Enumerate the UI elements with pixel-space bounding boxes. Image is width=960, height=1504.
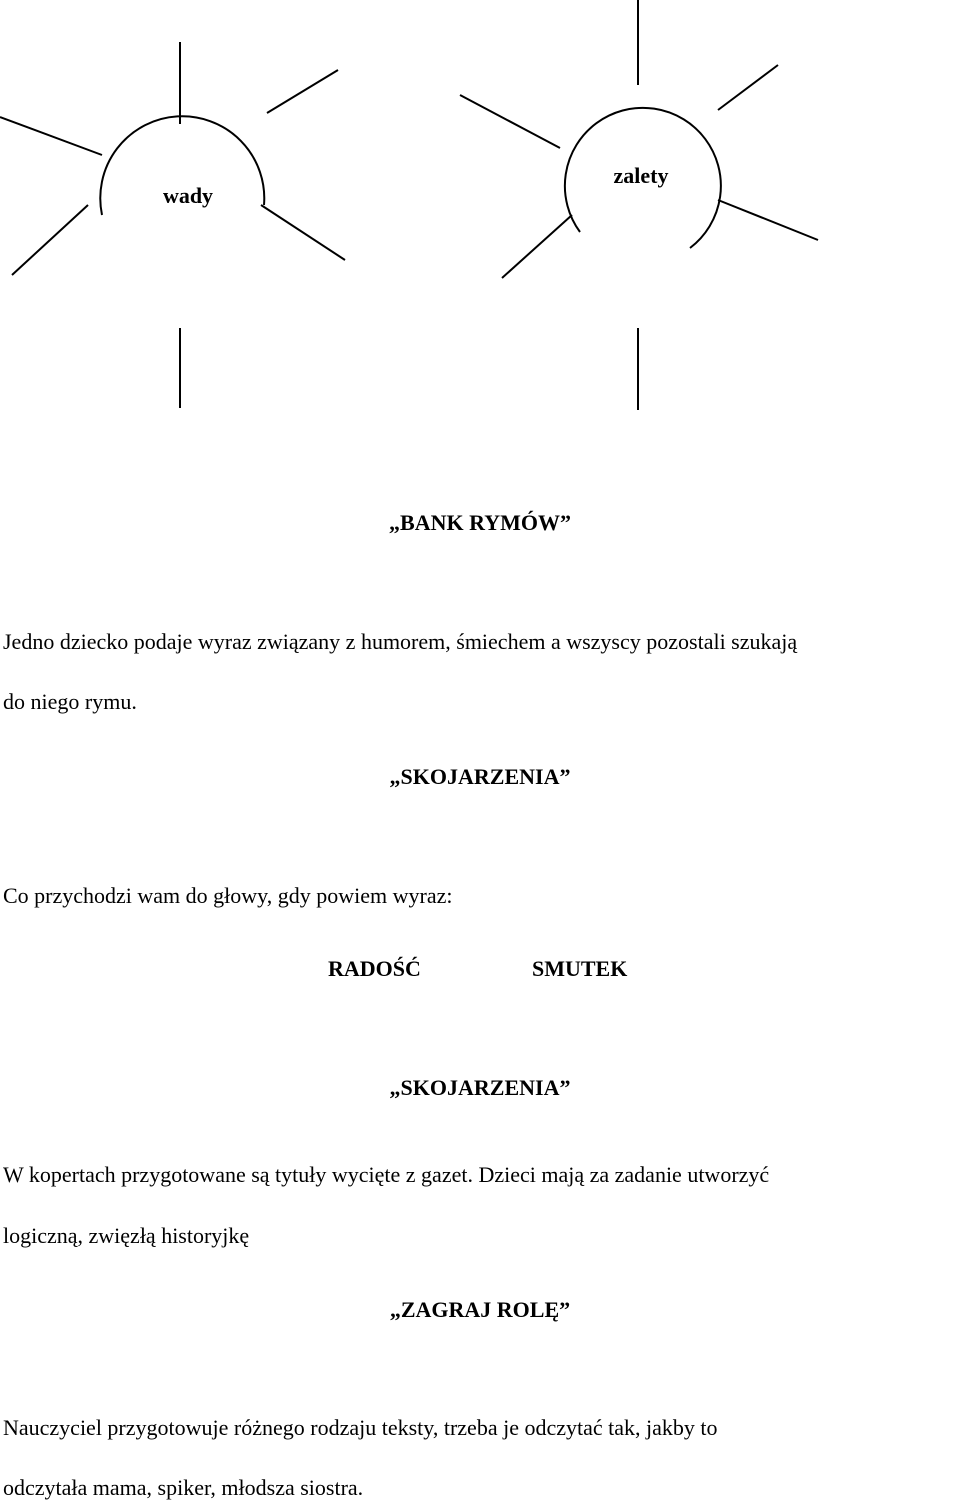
left-sun-ray <box>12 205 88 275</box>
word-smutek: SMUTEK <box>532 956 628 981</box>
right-sun-ray <box>502 215 572 278</box>
bank-rymow-heading: „BANK RYMÓW” <box>389 510 571 535</box>
left-sun-ray <box>267 70 338 113</box>
right-sun-ray <box>718 200 818 240</box>
suns-diagram <box>0 0 960 420</box>
right-sun-label: zalety <box>613 163 669 188</box>
skojarzenia-text-2-line1: W kopertach przygotowane są tytuły wycięte z gazet. Dzieci mają za zadanie utworzyć <box>3 1162 770 1187</box>
word-radosc: RADOŚĆ <box>328 956 421 981</box>
zagraj-role-text-line2: odczytała mama, spiker, młodsza siostra. <box>3 1475 364 1500</box>
right-sun-ray <box>460 95 560 148</box>
left-sun-label: wady <box>162 183 214 208</box>
bank-rymow-text-line2: do niego rymu. <box>3 689 137 714</box>
left-sun-ray <box>0 117 102 155</box>
right-sun-ray <box>718 65 778 110</box>
skojarzenia-heading-2: „SKOJARZENIA” <box>389 1075 571 1100</box>
skojarzenia-heading-1: „SKOJARZENIA” <box>389 764 571 789</box>
skojarzenia-text-2-line2: logiczną, zwięzłą historyjkę <box>3 1223 250 1248</box>
left-sun-ray <box>261 205 345 260</box>
skojarzenia-text-1: Co przychodzi wam do głowy, gdy powiem wyraz: <box>3 883 453 908</box>
left-sun <box>0 42 345 408</box>
zagraj-role-text-line1: Nauczyciel przygotowuje różnego rodzaju teksty, trzeba je odczytać tak, jakby to <box>3 1415 718 1440</box>
bank-rymow-text-line1: Jedno dziecko podaje wyraz związany z humorem, śmiechem a wszyscy pozostali szukają <box>3 629 798 654</box>
zagraj-role-heading: „ZAGRAJ ROLĘ” <box>389 1297 571 1322</box>
right-sun <box>460 0 818 410</box>
